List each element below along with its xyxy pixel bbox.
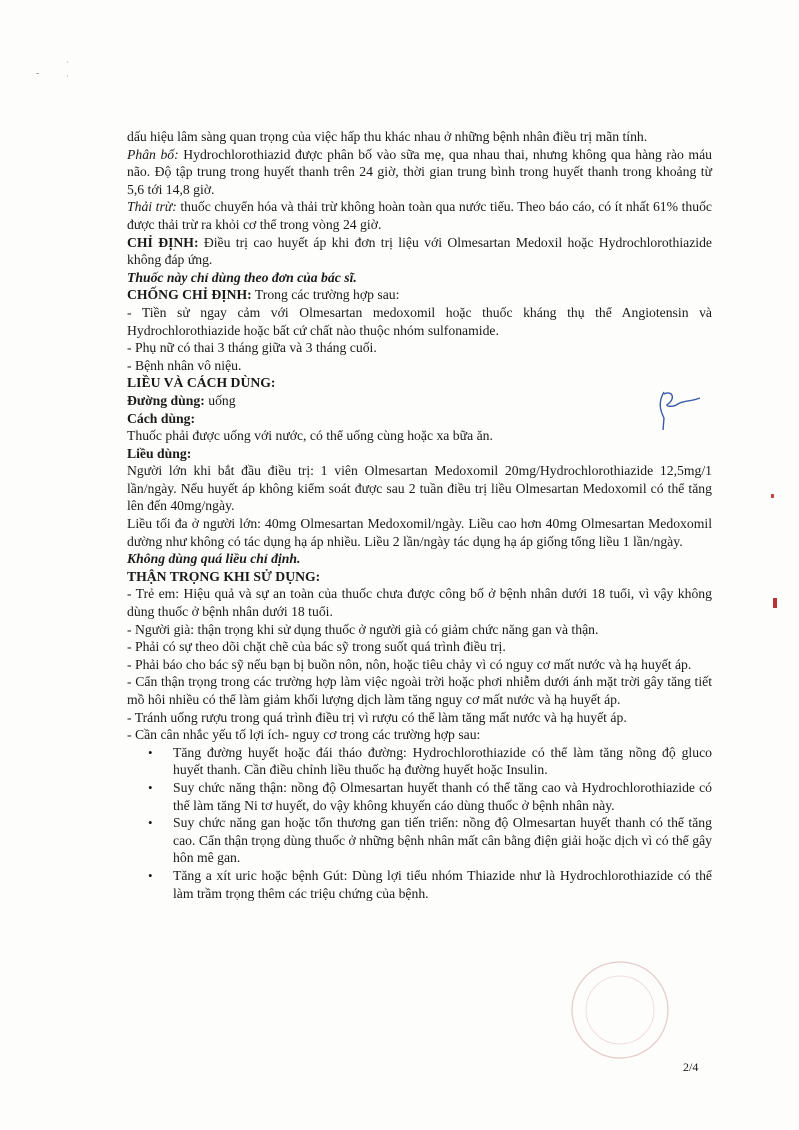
contraindication-item: - Bệnh nhân vô niệu. [127, 357, 242, 373]
dose-paragraph: Liều tối đa ở người lớn: 40mg Olmesartan Medoxomil/ngày. Liều cao hơn 40mg Olmesartan Medoxomil dường như không có tác dụng hạ áp nhiều. Liều 2 lần/ngày tác dụng hạ áp giống tổng liều 1 lần/ngày. [127, 516, 712, 549]
bullet-icon: • [148, 744, 153, 760]
usage-text: Thuốc phải được uống với nước, có thể uống cùng hoặc xa bữa ăn. [127, 428, 493, 444]
route-value: uống [204, 392, 236, 408]
precaution-item: - Trẻ em: Hiệu quả và sự an toàn của thuốc chưa được công bố ở bệnh nhân dưới 18 tuổi, vì vậy không dùng thuốc ở bệnh nhân dưới 18 tuổi. [127, 586, 712, 620]
prescription-note: Thuốc này chỉ dùng theo đơn của bác sĩ. [127, 269, 357, 285]
precaution-item: - Phải báo cho bác sỹ nếu bạn bị buồn nôn, nôn, hoặc tiêu chảy vì có nguy cơ mất nước và hạ huyết áp. [127, 656, 692, 672]
bullet-icon: • [148, 867, 153, 883]
margin-mark [773, 598, 777, 608]
list-item [148, 814, 712, 867]
bullet-text: Suy chức năng thận: nồng độ Olmesartan huyết thanh có thể tăng cao và Hydrochlorothiazide có thể làm tăng Ni tơ huyết, do vậy không khuyến cáo dùng thuốc ở bệnh nhân này. [173, 779, 712, 813]
distribution-text: Hydrochlorothiazid được phân bố vào sữa mẹ, qua nhau thai, nhưng không qua hàng rào máu não. Độ tập trung trong huyết thanh trên 24 giờ, thời gian trung bình trong huyết thanh trong khoảng từ 5,6 tới 14,8 giờ. [127, 146, 712, 197]
bullet-icon: • [148, 815, 153, 831]
usage-label: Cách dùng: [127, 410, 196, 426]
list-item [148, 744, 712, 779]
contraindication-item: - Phụ nữ có thai 3 tháng giữa và 3 tháng cuối. [127, 340, 377, 356]
route-line [127, 392, 712, 410]
dose-label: Liều dùng: [127, 445, 192, 461]
page-number: 2/4 [683, 1060, 699, 1074]
contraindication-paragraph [127, 286, 712, 304]
document-body [127, 128, 712, 902]
document-page: - · · dấu hiệu lâm sàng quan trọng của việc hấp thu khác nhau ở những bệnh nhân điều trị mãn tính. Phân bố: Hydrochlorothiazid được phân bố vào sữa mẹ, qua nhau thai, nhưng không qua hàng rào máu não. Độ tập trung trong huyết thanh trên 24 giờ, thời gian trung bình trong huyết thanh trong khoảng từ 5,6 tới 14,8 giờ. Thải trừ: thuốc chuyển hóa và thải trừ không hoàn toàn qua nước tiểu. Theo báo cáo, có ít nhất 61% thuốc được thải trừ ra khỏi cơ thể trong vòng 24 giờ. CHỈ ĐỊNH: Điều trị cao huyết áp khi đơn trị liệu với Olmesartan Medoxil hoặc Hydrochlorothiazide không đáp ứng. Thuốc này chỉ dùng theo đơn của bác sĩ. CHỐNG CHỈ ĐỊNH: Trong các trường hợp sau: - Tiền sử ngay cảm với Olmesartan medoxomil hoặc thuốc kháng thụ thể Angiotensin và Hydrochlorothiazide hoặc bất cứ chất nào thuộc nhóm sulfonamide. - Phụ nữ có thai 3 tháng giữa và 3 tháng cuối. - Bệnh nhân vô niệu. LIỀU VÀ CÁCH DÙNG: Đường dùng: uống Cách dùng: Thuốc phải được uống với nước, có thể uống cùng hoặc xa bữa ăn. Liều dùng: Người lớn khi bắt đầu điều trị: 1 viên Olmesartan Medoxomil 20mg/Hydrochlorothiazide 12,5mg/1 lần/ngày. Nếu huyết áp không kiểm soát được sau 2 tuần điều trị liều Olmesartan Medoxomil có thể tăng lên đến 40mg/ngày. Liều tối đa ở người lớn: 40mg Olmesartan Medoxomil/ngày. Liều cao hơn 40mg Olmesartan Medoxomil dường như không có tác dụng hạ áp nhiều. Liều 2 lần/ngày tác dụng hạ áp giống tổng liều 1 lần/ngày. Không dùng quá liều chỉ định. THẬN TRỌNG KHI SỬ DỤNG: - Trẻ em: Hiệu quả và sự an toàn của thuốc chưa được công bố ở bệnh nhân dưới 18 tuổi, vì vậy không dùng thuốc ở bệnh nhân dưới 18 tuổi. - Người già: thận trọng khi sử dụng thuốc ở người già có giảm chức năng gan và thận. - Phải có sự theo dõi chặt chẽ của bác sỹ trong suốt quá trình điều trị. - Phải báo cho bác sỹ nếu bạn bị buồn nôn, nôn, hoặc tiêu chảy vì có nguy cơ mất nước và hạ huyết áp. - Cẩn thận trọng trong các trường hợp làm việc ngoài trời hoặc phơi nhiễm dưới ánh mặt trời gây tăng tiết mồ hôi nhiều có thể làm giảm khối lượng dịch làm tăng nguy cơ mất nước và hạ huyết áp. - Tránh uống rượu trong quá trình điều trị vì rượu có thể làm tăng mất nước và hạ huyết áp. - Cần cân nhắc yếu tố lợi ích- nguy cơ trong các trường hợp sau: • Tăng đường huyết hoặc đái tháo đường: Hydrochlorothiazide có thể làm tăng nồng độ gluco huyết thanh. Cần điều chỉnh liều thuốc hạ đường huyết hoặc Insulin. • Suy chức năng thận: nồng độ Olmesartan huyết thanh có thể tăng cao và Hydrochlorothiazide có thể làm tăng Ni tơ huyết, do vậy không khuyến cáo dùng thuốc ở bệnh nhân này. • Suy chức năng gan hoặc tổn thương gan tiến triển: nồng độ Olmesartan huyết thanh có thể tăng cao. Cẩn thận trọng dùng thuốc ở những bệnh nhân mất cân bằng điện giải hoặc dịch vì có thể gây hôn mê gan. • Tăng a xít uric hoặc bệnh Gút: Dùng lợi tiểu nhóm Thiazide như là Hydrochlorothiazide có thể làm trầm trọng thêm các triệu chứng của bệnh. 2/4 [0, 0, 799, 1130]
list-item [148, 867, 712, 902]
distribution-label: Phân bố: [127, 146, 179, 162]
route-label: Đường dùng: [127, 392, 205, 408]
distribution-paragraph [127, 146, 712, 199]
bullet-text: Tăng đường huyết hoặc đái tháo đường: Hydrochlorothiazide có thể làm tăng nồng độ gluco huyết thanh. Cần điều chỉnh liều thuốc hạ đường huyết hoặc Insulin. [173, 744, 712, 778]
overdose-note: Không dùng quá liều chỉ định. [127, 551, 301, 567]
margin-mark [771, 494, 774, 498]
precaution-item: - Người già: thận trọng khi sử dụng thuốc ở người già có giảm chức năng gan và thận. [127, 621, 599, 637]
bullet-text: Suy chức năng gan hoặc tổn thương gan tiến triển: nồng độ Olmesartan huyết thanh có thể tăng cao. Cẩn thận trọng dùng thuốc ở những bệnh nhân mất cân bằng điện giải hoặc dịch vì có thể gây hôn mê gan. [173, 815, 712, 866]
elimination-label: Thải trừ: [127, 199, 177, 215]
elimination-paragraph [127, 198, 712, 233]
bullet-text: Tăng a xít uric hoặc bệnh Gút: Dùng lợi tiểu nhóm Thiazide như là Hydrochlorothiazide có thể làm trầm trọng thêm các triệu chứng của bệnh. [173, 867, 712, 901]
stamp-icon [565, 955, 675, 1065]
precaution-item: - Phải có sự theo dõi chặt chẽ của bác sỹ trong suốt quá trình điều trị. [127, 639, 506, 655]
indication-heading: CHỈ ĐỊNH: [127, 234, 199, 250]
contraindication-heading: CHỐNG CHỈ ĐỊNH: [127, 287, 252, 303]
contraindication-item: - Tiền sử ngay cảm với Olmesartan medoxomil hoặc thuốc kháng thụ thể Angiotensin và Hydrochlorothiazide hoặc bất cứ chất nào thuộc nhóm sulfonamide. [127, 304, 712, 338]
dosage-heading: LIỀU VÀ CÁCH DÙNG: [127, 375, 276, 391]
contraindication-intro: Trong các trường hợp sau: [251, 287, 400, 303]
precaution-item: - Cẩn thận trọng trong các trường hợp làm việc ngoài trời hoặc phơi nhiễm dưới ánh mặt trời gây tăng tiết mồ hôi nhiều có thể làm giảm khối lượng dịch làm tăng nguy cơ mất nước và hạ huyết áp. [127, 674, 712, 707]
indication-paragraph [127, 234, 712, 269]
list-item [148, 779, 712, 814]
precautions-heading: THẬN TRỌNG KHI SỬ DỤNG: [127, 568, 321, 584]
precaution-item: - Tránh uống rượu trong quá trình điều trị vì rượu có thể làm tăng mất nước và hạ huyết áp. [127, 709, 627, 725]
dose-paragraph: Người lớn khi bắt đầu điều trị: 1 viên Olmesartan Medoxomil 20mg/Hydrochlorothiazide 12,5mg/1 lần/ngày. Nếu huyết áp không kiểm soát được sau 2 tuần điều trị liều Olmesartan Medoxomil có thể tăng lên đến 40mg/ngày. [127, 463, 712, 514]
risk-bullet-list [127, 744, 712, 902]
elimination-text: thuốc chuyển hóa và thải trừ không hoàn toàn qua nước tiểu. Theo báo cáo, có ít nhất 61% thuốc được thải trừ ra khỏi cơ thể trong vòng 24 giờ. [127, 199, 712, 232]
indication-text: Điều trị cao huyết áp khi đơn trị liệu với Olmesartan Medoxil hoặc Hydrochlorothiazide không đáp ứng. [127, 234, 712, 268]
bullet-icon: • [148, 779, 153, 795]
precaution-item: - Cần cân nhắc yếu tố lợi ích- nguy cơ trong các trường hợp sau: [127, 727, 481, 743]
intro-paragraph: dấu hiệu lâm sàng quan trọng của việc hấp thu khác nhau ở những bệnh nhân điều trị mãn tính. [127, 129, 648, 144]
